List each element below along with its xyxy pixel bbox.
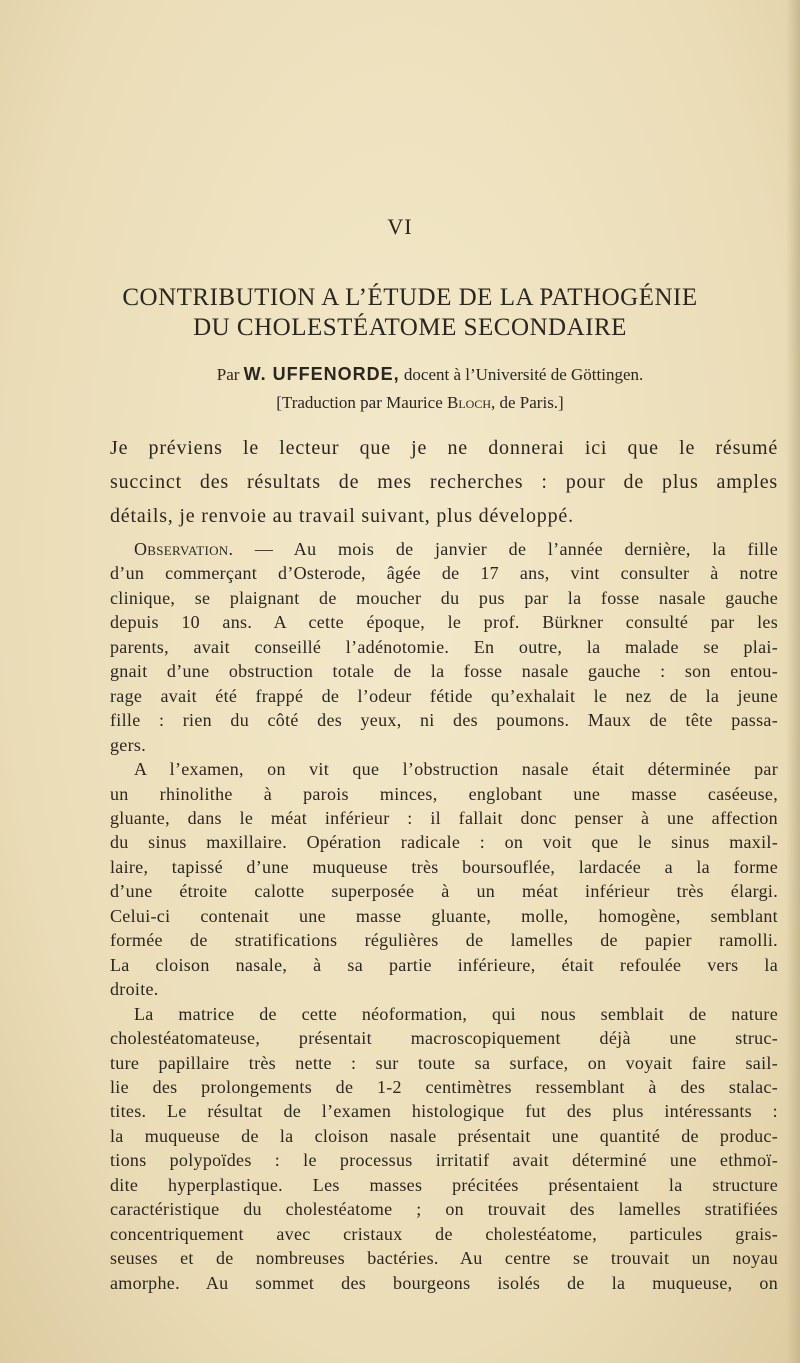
body-line: un rhinolithe à parois minces, englobant une masse caséeuse, [110, 783, 778, 804]
intro-line: Je préviens le lecteur que je ne donnerai ici que le résumé [110, 437, 778, 459]
body-line [110, 537, 778, 561]
body-line: d’un commerçant d’Osterode, âgée de 17 ans, vint consulter à notre [110, 563, 778, 584]
body-line: ture papillaire très nette : sur toute sa surface, on voyait faire sail- [110, 1052, 778, 1073]
body-line: caractéristique du cholestéatome ; on trouvait des lamelles stratifiées [110, 1199, 778, 1220]
body-line: tites. Le résultat de l’examen histologique fut des plus intéressants : [110, 1101, 778, 1122]
translation-open: [Traduction par Maurice [276, 393, 443, 412]
body-line: la muqueuse de la cloison nasale présentait une quantité de produc- [110, 1125, 778, 1146]
body-line: d’une étroite calotte superposée à un méat inférieur très élargi. [110, 881, 778, 902]
body-line: du sinus maxillaire. Opération radicale : on voit que le sinus maxil- [110, 832, 778, 853]
body-line: laire, tapissé d’une muqueuse très boursouflée, lardacée a la forme [110, 856, 778, 877]
intro-line: succinct des résultats de mes recherches : pour de plus amples [110, 471, 778, 493]
translation-close: , de Paris.] [491, 393, 564, 412]
body-line: La cloison nasale, à sa partie inférieure, était refoulée vers la [110, 954, 778, 975]
byline [120, 364, 740, 385]
body-line: dite hyperplastique. Les masses précitées présentaient la structure [110, 1174, 778, 1195]
body-line: formée de stratifications régulières de lamelles de papier ramolli. [110, 930, 778, 951]
body-line: A l’examen, on vit que l’obstruction nasale était déterminée par [134, 759, 778, 780]
body-line: gers. [110, 734, 146, 755]
observation-label: Observation. [134, 539, 234, 559]
body-line: seuses et de nombreuses bactéries. Au centre se trouvait un noyau [110, 1248, 778, 1269]
author-name: W. UFFENORDE, [243, 364, 400, 384]
body-line-text: — Au mois de janvier de l’année dernière, la fille [233, 539, 778, 559]
body-line: parents, avait conseillé l’adénotomie. En outre, la malade se plai- [110, 636, 778, 657]
body-line: clinique, se plaignant de moucher du pus par la fosse nasale gauche [110, 587, 778, 608]
observation-body [110, 537, 778, 1295]
title-line-2: DU CHOLESTÉATOME SECONDAIRE [193, 314, 627, 341]
body-line: gluante, dans le méat inférieur : il fallait donc penser à une affection [110, 807, 778, 828]
page-edge-shadow [786, 0, 800, 1363]
body-line: fille : rien du côté des yeux, ni des poumons. Maux de tête passa- [110, 710, 778, 731]
body-line: La matrice de cette néoformation, qui nous semblait de nature [134, 1003, 778, 1024]
body-line: depuis 10 ans. A cette époque, le prof. Bürkner consulté par les [110, 612, 778, 633]
body-line: Celui-ci contenait une masse gluante, molle, homogène, semblant [110, 905, 778, 926]
article-title [100, 283, 720, 343]
intro-paragraph [110, 431, 778, 533]
intro-line: détails, je renvoie au travail suivant, plus développé. [110, 505, 574, 527]
body-line: gnait d’une obstruction totale de la fosse nasale gauche : son entou- [110, 661, 778, 682]
body-line: concentriquement avec cristaux de cholestéatome, particules grais- [110, 1223, 778, 1244]
body-line: cholestéatomateuse, présentait macroscopiquement déjà une struc- [110, 1028, 778, 1049]
author-affiliation: docent à l’Université de Göttingen. [403, 365, 644, 384]
translator-name: Bloch [447, 393, 492, 412]
body-line: amorphe. Au sommet des bourgeons isolés de la muqueuse, on [110, 1272, 778, 1293]
body-line: lie des prolongements de 1-2 centimètres ressemblant à des stalac- [110, 1076, 778, 1097]
byline-prefix: Par [216, 365, 240, 384]
chapter-number: VI [387, 214, 413, 239]
body-line: droite. [110, 979, 159, 1000]
body-line: tions polypoïdes : le processus irritatif avait déterminé une ethmoï- [110, 1150, 778, 1171]
body-line: rage avait été frappé de l’odeur fétide qu’exhalait le nez de la jeune [110, 685, 778, 706]
title-line-1: CONTRIBUTION A L’ÉTUDE DE LA PATHOGÉNIE [122, 284, 698, 311]
translation-note [120, 393, 720, 413]
